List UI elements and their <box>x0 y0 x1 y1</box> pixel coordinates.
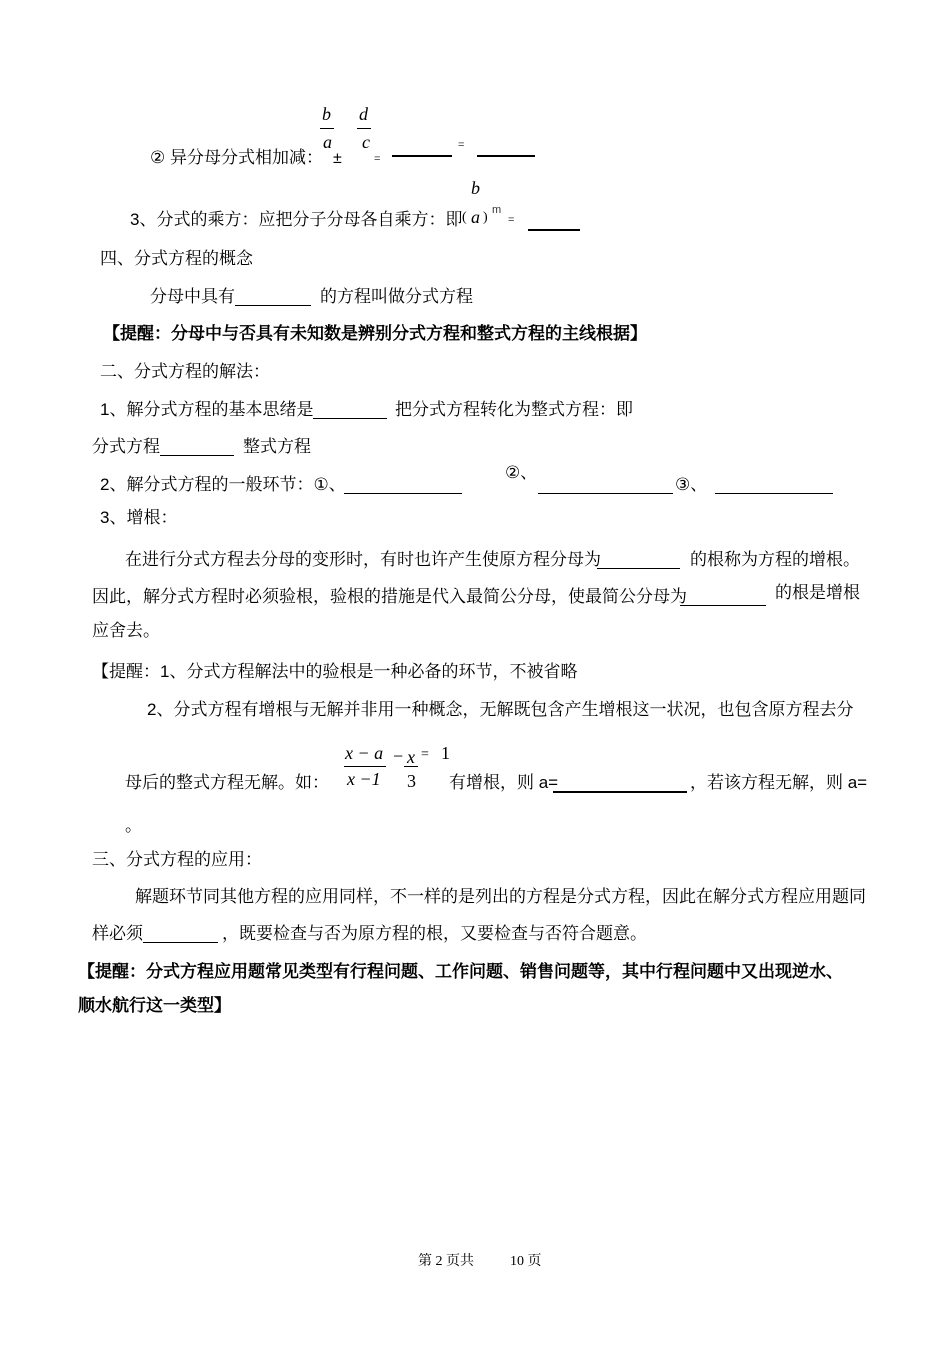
equation-denominator-2: 3 <box>407 771 416 791</box>
power-label: 3、分式的乘方：应把分子分母各自乘方：即 <box>130 210 463 229</box>
solving-text: 把分式方程转化为整式方程：即 <box>395 400 633 419</box>
tip-note: 【提醒：1、分式方程解法中的验根是一种必备的环节，不被省略 <box>92 662 578 681</box>
section-heading-application: 三、分式方程的应用： <box>92 850 262 869</box>
tip-note: 【提醒：分母中与否具有未知数是辨别分式方程和整式方程的主线根据】 <box>103 324 647 343</box>
paragraph-text: 应舍去。 <box>92 621 160 640</box>
tip-note: 2、分式方程有增根与无解并非用一种概念，无解既包含产生增根这一状况，也包含原方程去分 <box>147 700 854 719</box>
fraction2-bar <box>357 128 371 129</box>
equation-minus: − <box>393 746 404 766</box>
equation-numerator-1: x − a <box>345 743 384 763</box>
answer-blank <box>313 409 387 419</box>
page-total: 10 页 <box>510 1254 542 1269</box>
equation-equals: = <box>421 747 429 762</box>
answer-blank <box>538 484 673 494</box>
answer-blank <box>680 596 766 606</box>
paragraph-text: ，既要检查与否为原方程的根，又要检查与否符合题意。 <box>222 924 647 943</box>
add-sub-label: ② 异分母分式相加减： <box>150 148 323 167</box>
fraction1-denominator: a <box>323 132 332 152</box>
equals-sign: = <box>508 214 515 226</box>
tip-note: 【提醒：分式方程应用题常见类型有行程问题、工作问题、销售问题等，其中行程问题中又出现逆水、 <box>78 962 843 981</box>
answer-blank <box>143 933 218 943</box>
solving-steps-text: 2、解分式方程的一般环节：①、 <box>100 475 346 494</box>
subheading-extraneous-root: 3、增根： <box>100 508 178 527</box>
section-heading-solving: 二、分式方程的解法： <box>100 362 270 381</box>
paragraph-text: 解题环节同其他方程的应用同样，不一样的是列出的方程是分式方程，因此在解分式方程应用题同 <box>135 887 866 906</box>
answer-blank <box>528 220 580 231</box>
fraction1-numerator: b <box>322 104 331 124</box>
power-numerator: b <box>471 178 480 198</box>
power-exponent: m <box>492 204 502 216</box>
left-paren: ( <box>462 210 467 225</box>
answer-blank <box>392 146 452 157</box>
solving-text: 整式方程 <box>243 437 311 456</box>
fraction2-numerator: d <box>359 104 368 124</box>
answer-blank <box>160 446 234 456</box>
paragraph-text: 样必须 <box>92 924 143 943</box>
page-number: 第 2 页共 <box>418 1254 474 1269</box>
tip-note: 。 <box>125 816 142 835</box>
answer-blank <box>235 296 311 306</box>
fraction1-bar <box>320 128 334 129</box>
equation-fraction-bar <box>404 766 418 767</box>
solving-text: 分式方程 <box>92 437 160 456</box>
answer-blank <box>715 484 833 494</box>
equals-sign: = <box>458 139 465 151</box>
tip-note: 顺水航行这一类型】 <box>78 996 231 1015</box>
answer-blank <box>477 146 535 157</box>
paragraph-text: 在进行分式方程去分母的变形时，有时也许产生使原方程分母为 <box>125 550 601 569</box>
equation-numerator-2: x <box>407 747 415 767</box>
equation-rhs: 1 <box>441 743 450 763</box>
concept-text: 的方程叫做分式方程 <box>320 287 473 306</box>
right-paren: ) <box>483 210 488 225</box>
tip-note: 有增根，则 a= <box>449 773 559 792</box>
power-denominator: a <box>471 207 480 227</box>
equation-fraction-bar <box>344 766 386 767</box>
fraction2-denominator: c <box>362 132 370 152</box>
answer-blank <box>597 559 680 569</box>
equation-denominator-1: x −1 <box>347 769 381 789</box>
tip-note: ，若该方程无解，则 a= <box>690 773 868 792</box>
answer-blank <box>344 484 462 494</box>
concept-text: 分母中具有 <box>150 287 235 306</box>
step-marker: ③、 <box>675 475 708 494</box>
section-heading-concept: 四、分式方程的概念 <box>100 249 253 268</box>
answer-blank <box>553 782 687 793</box>
equals-sign: = <box>374 153 381 165</box>
paragraph-text: 的根是增根 <box>775 583 860 602</box>
tip-note: 母后的整式方程无解。如： <box>125 773 329 792</box>
step-marker: ②、 <box>505 463 538 482</box>
plus-minus-sign: ± <box>333 150 342 167</box>
paragraph-text: 的根称为方程的增根。 <box>690 550 860 569</box>
solving-text: 1、解分式方程的基本思绪是 <box>100 400 314 419</box>
paragraph-text: 因此，解分式方程时必须验根，验根的措施是代入最简公分母，使最简公分母为 <box>92 587 687 606</box>
